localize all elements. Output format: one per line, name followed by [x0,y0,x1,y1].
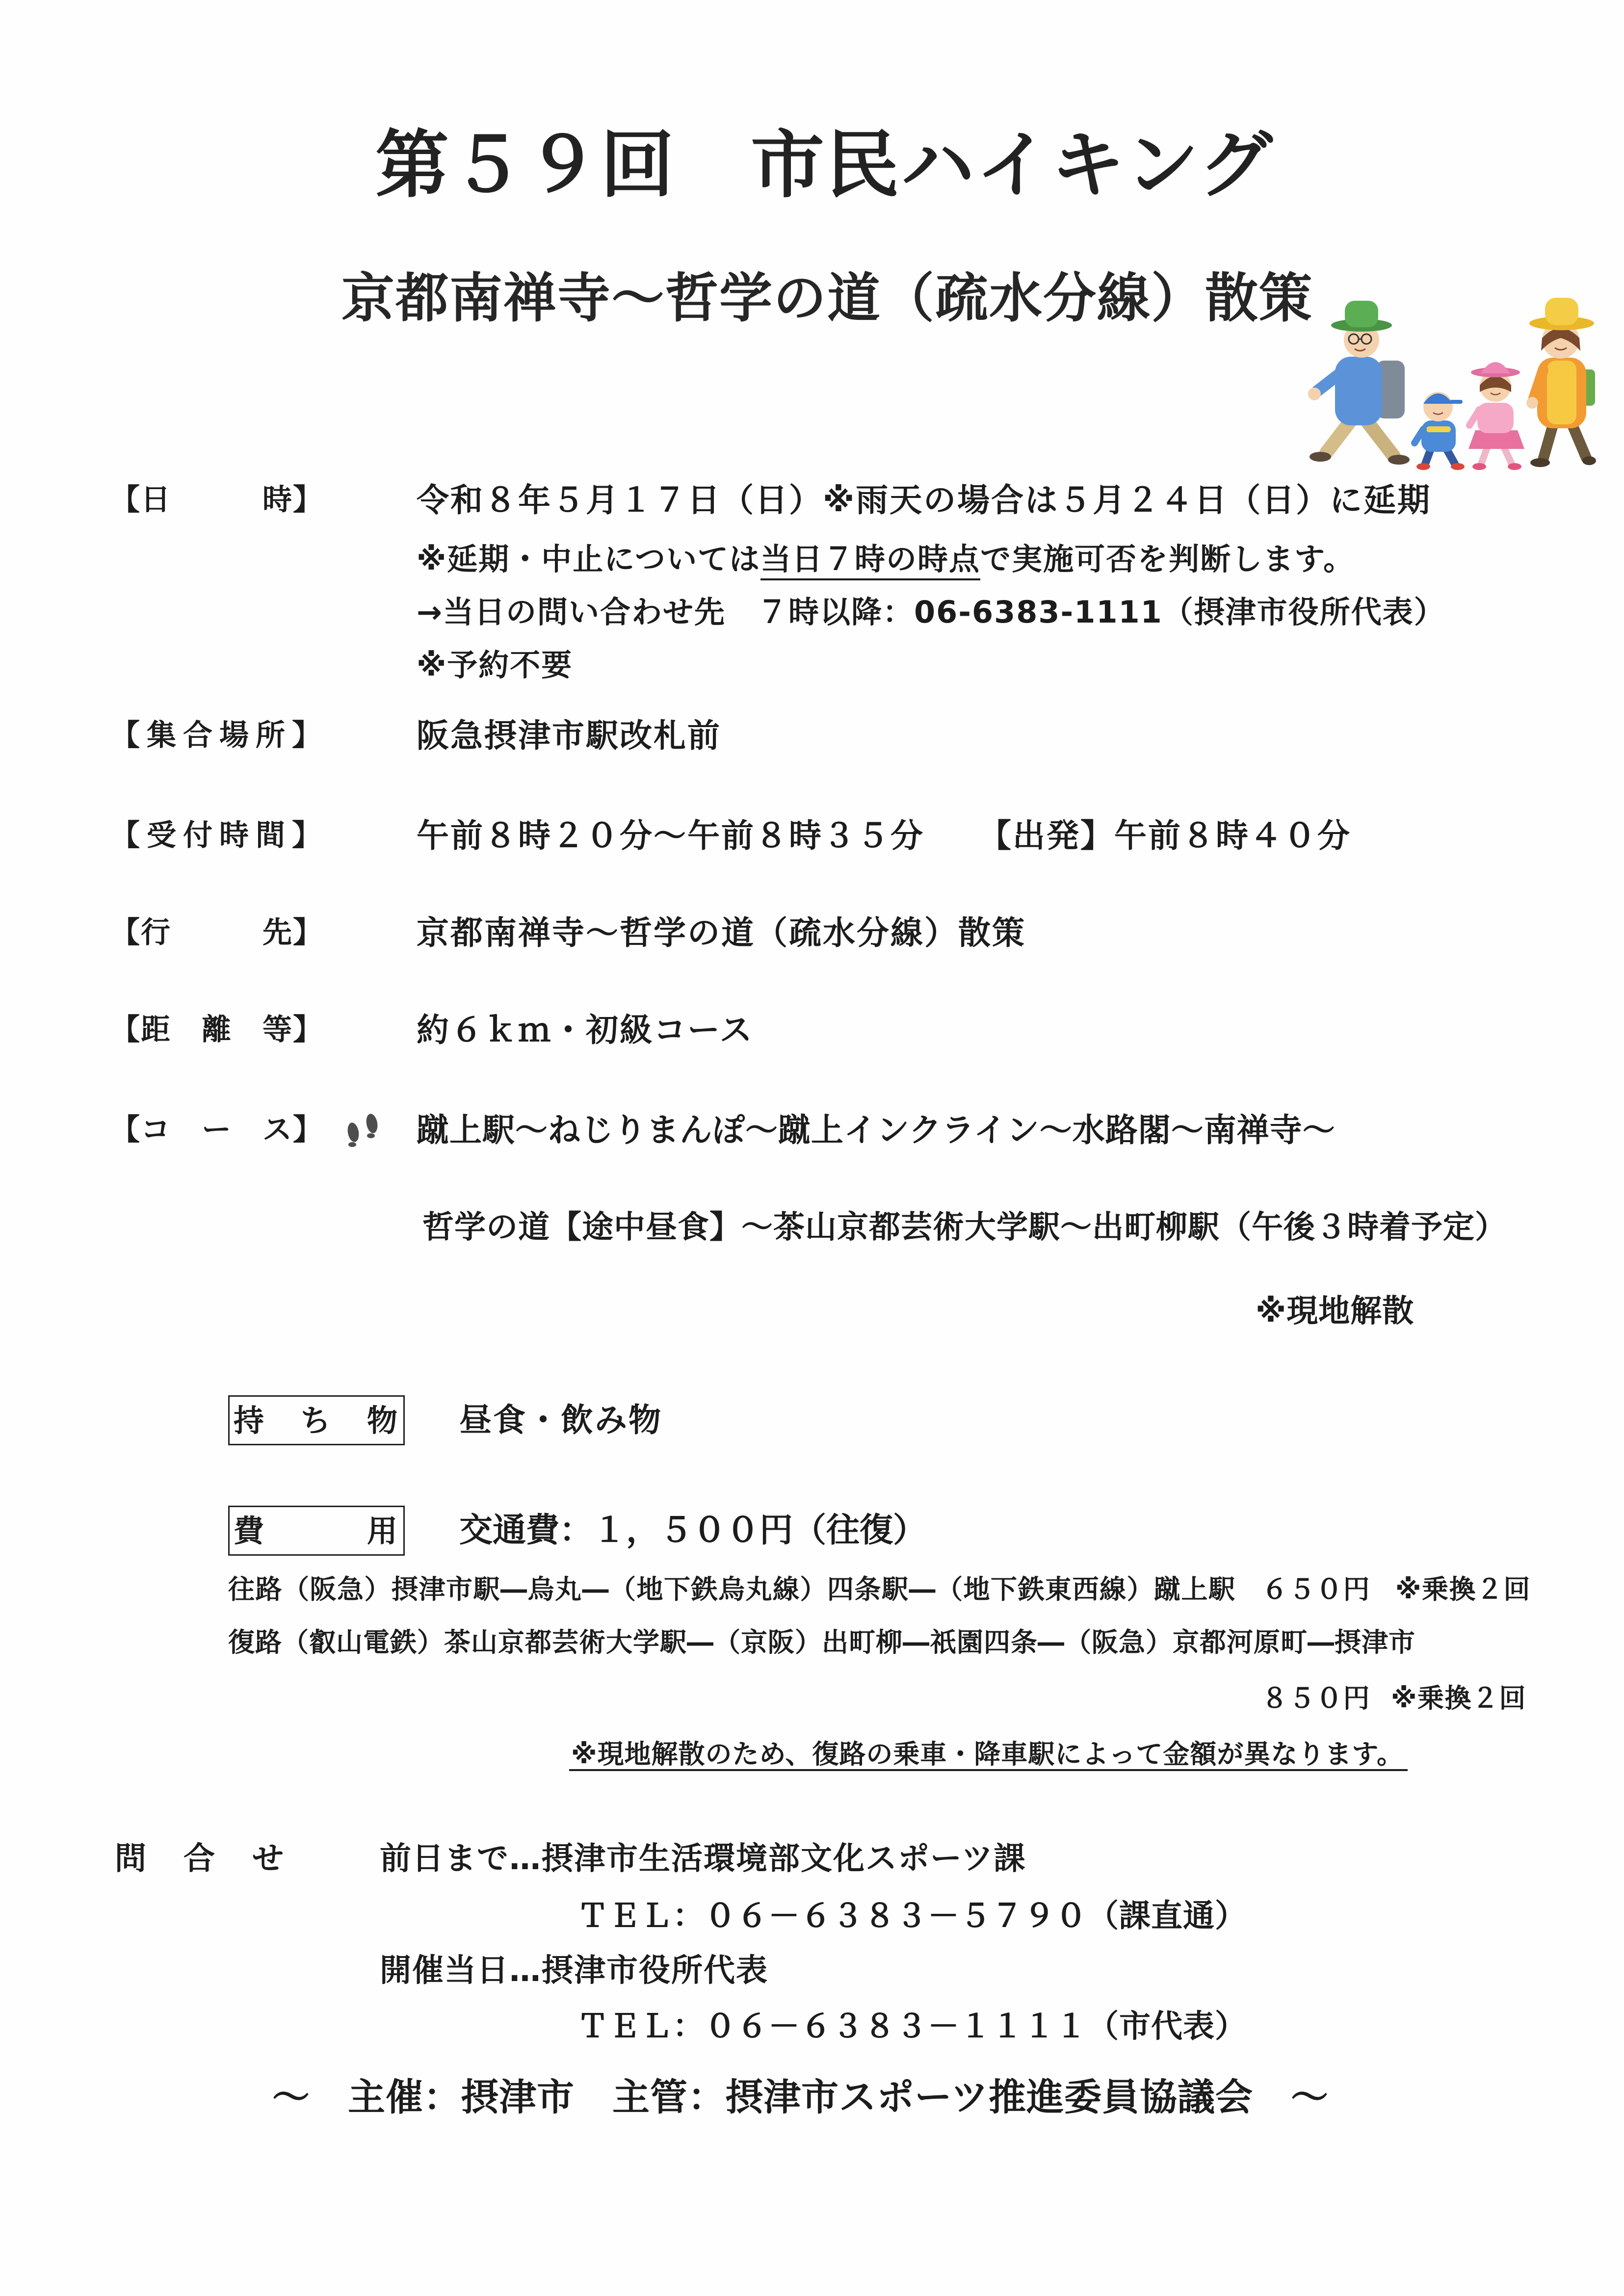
course-line-2: 哲学の道【途中昼食】～茶山京都芸術大学駅～出町柳駅（午後３時着予定） [422,1209,1507,1246]
girl-figure [1468,362,1524,470]
outbound-fare: ６５０円 [1261,1574,1370,1605]
return-transfer: ※乗換２回 [1391,1683,1526,1714]
course-note: ※現地解散 [1256,1293,1414,1330]
footprints-icon [341,1110,386,1148]
outbound-route: 往路（阪急）摂津市駅―烏丸―（地下鉄烏丸線）四条駅―（地下鉄東西線）蹴上駅 [228,1574,1236,1605]
schedule-date: 令和８年５月１７日（日）※雨天の場合は５月２４日（日）に延期 [417,481,1432,519]
organizer-footer: ～ 主催：摂津市 主管：摂津市スポーツ推進委員協議会 ～ [272,2075,1329,2119]
page-title: 第５９回 市民ハイキング [375,123,1274,208]
cost-note: ※現地解散のため、復路の乗車・降車駅によって金額が異なります。 [569,1741,1408,1771]
mother-figure [1526,298,1596,467]
cost-label: 費 用 [234,1513,401,1549]
contact-event-day: 開催当日…摂津市役所代表 [380,1953,768,1989]
father-figure [1308,301,1410,465]
meeting-place-label: 【集合場所】 [110,718,328,753]
schedule-decision-underlined: 当日７時の時点 [760,541,980,580]
schedule-decision [417,541,1355,577]
departure [979,817,1351,855]
reception-value: 午前８時２０分～午前８時３５分 [417,817,924,855]
belongings-label-box [228,1395,405,1445]
boy-figure [1414,392,1465,470]
schedule-reservation: ※予約不要 [417,647,573,683]
belongings-value: 昼食・飲み物 [459,1401,662,1439]
course-line-1: 蹴上駅～ねじりまんぽ～蹴上インクライン～水路閣～南禅寺～ [417,1111,1336,1149]
cost-value: 交通費：１，５００円（往復） [459,1511,927,1550]
distance-value: 約６ｋｍ・初級コース [417,1011,754,1049]
departure-value: 午前８時４０分 [1114,817,1351,855]
page-subtitle: 京都南禅寺～哲学の道（疏水分線）散策 [341,268,1313,329]
return-route: 復路（叡山電鉄）茶山京都芸術大学駅―（京阪）出町柳―祇園四条―（阪急）京都河原町―摂津市 [228,1627,1415,1658]
schedule-decision-after: で実施可否を判断します。 [980,541,1355,577]
course-label: 【コ ー ス】 [110,1113,323,1147]
distance-label: 【距 離 等】 [110,1013,323,1047]
departure-label: 【出発】 [979,817,1114,855]
contact-before-day: 前日まで…摂津市生活環境部文化スポーツ課 [380,1841,1026,1877]
reception-label: 【受付時間】 [110,818,328,853]
return-fare: ８５０円 [1261,1683,1370,1714]
family-hiking-illustration [1303,287,1597,471]
meeting-place-value: 阪急摂津市駅改札前 [417,717,721,755]
contact-label: 問 合 せ [115,1841,287,1877]
contact-before-day-tel: ＴＥＬ：０６－６３８３－５７９０（課直通） [577,1898,1247,1934]
outbound-transfer: ※乗換２回 [1395,1574,1531,1605]
destination-value: 京都南禅寺～哲学の道（疏水分線）散策 [417,914,1026,952]
destination-label: 【行 先】 [110,915,323,950]
contact-event-day-tel: ＴＥＬ：０６－６３８３－１１１１（市代表） [577,2009,1247,2045]
schedule-inquiry: →当日の問い合わせ先 ７時以降：06-6383-1111（摂津市役所代表） [417,594,1445,630]
cost-label-box [228,1506,405,1556]
schedule-label: 【日 時】 [110,483,323,517]
belongings-label: 持 ち 物 [234,1403,401,1438]
schedule-decision-before: ※延期・中止については [417,541,761,577]
